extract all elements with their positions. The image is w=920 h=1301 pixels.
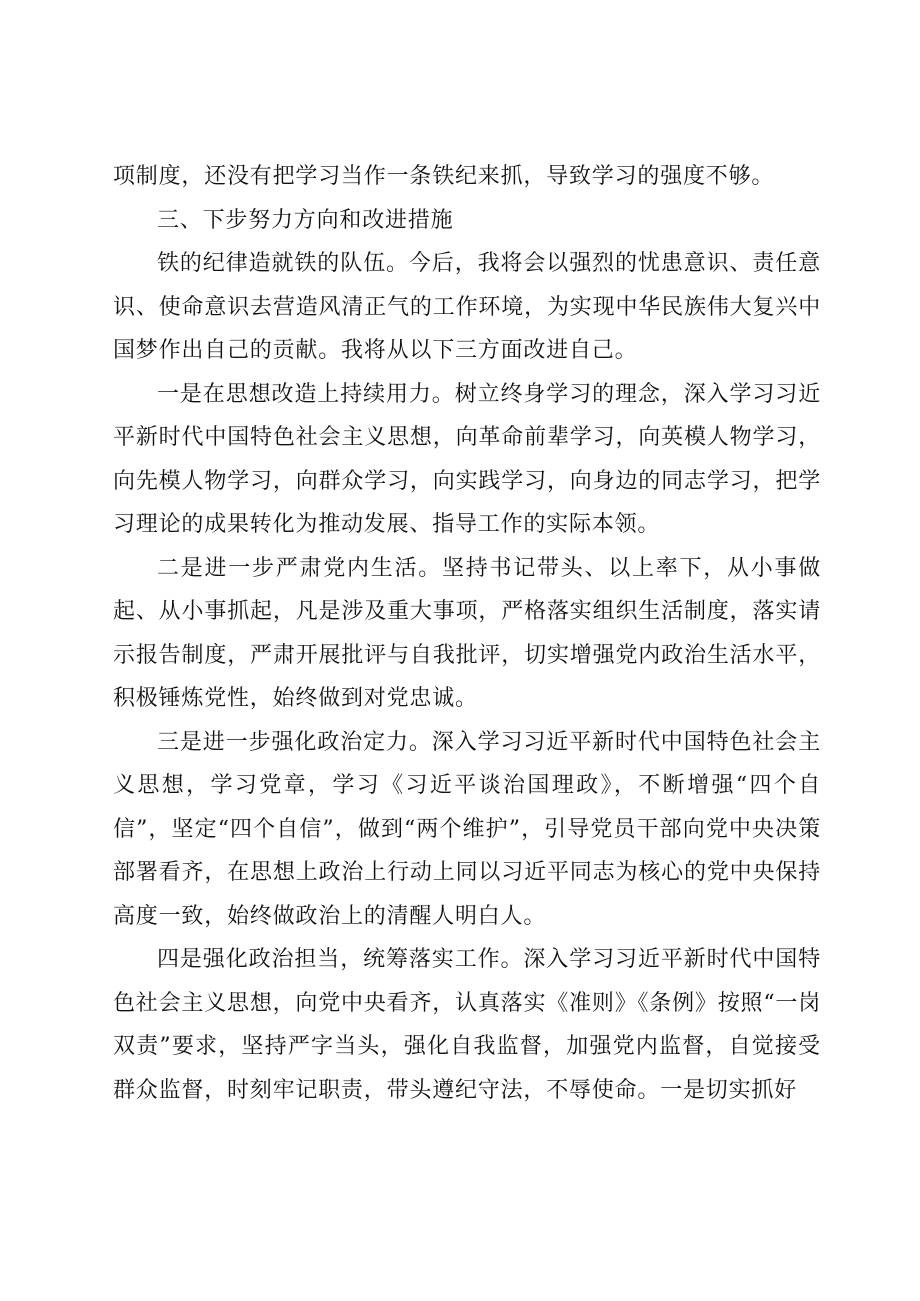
paragraph-point-two: 二是进一步严肃党内生活。坚持书记带头、以上率下，从小事做起、从小事抓起，凡是涉及重大事项，严格落实组织生活制度，落实请示报告制度，严肃开展批评与自我批评，切实增强党内政治生活水平，积极锤炼党性，始终做到对党忠诚。 (113, 555, 821, 711)
paragraph-continuation: 项制度，还没有把学习当作一条铁纪来抓，导致学习的强度不够。 (113, 164, 775, 189)
paragraph-point-four: 四是强化政治担当，统筹落实工作。深入学习习近平新时代中国特色社会主义思想，向党中央看齐，认真落实《准则》《条例》按照“一岗双责”要求，坚持严字当头，强化自我监督，加强党内监督，自觉接受群众监督，时刻牢记职责，带头遵纪守法，不辱使命。一是切实抓好 (113, 947, 821, 1103)
document-body (113, 155, 821, 1112)
section-heading: 三、下步努力方向和改进措施 (157, 207, 454, 233)
paragraph-intro: 铁的纪律造就铁的队伍。今后，我将会以强烈的忧患意识、责任意识、使命意识去营造风清正气的工作环境，为实现中华民族伟大复兴中国梦作出自己的贡献。我将从以下三方面改进自己。 (113, 251, 821, 363)
paragraph-point-one: 一是在思想改造上持续用力。树立终身学习的理念，深入学习习近平新时代中国特色社会主义思想，向革命前辈学习，向英模人物学习，向先模人物学习，向群众学习，向实践学习，向身边的同志学习，把学习理论的成果转化为推动发展、指导工作的实际本领。 (113, 381, 821, 537)
paragraph-point-three: 三是进一步强化政治定力。深入学习习近平新时代中国特色社会主义思想，学习党章，学习《习近平谈治国理政》，不断增强“四个自信”，坚定“四个自信”，做到“两个维护”，引导党员干部向党中央决策部署看齐，在思想上政治上行动上同以习近平同志为核心的党中央保持高度一致，始终做政治上的清醒人明白人。 (113, 729, 821, 929)
